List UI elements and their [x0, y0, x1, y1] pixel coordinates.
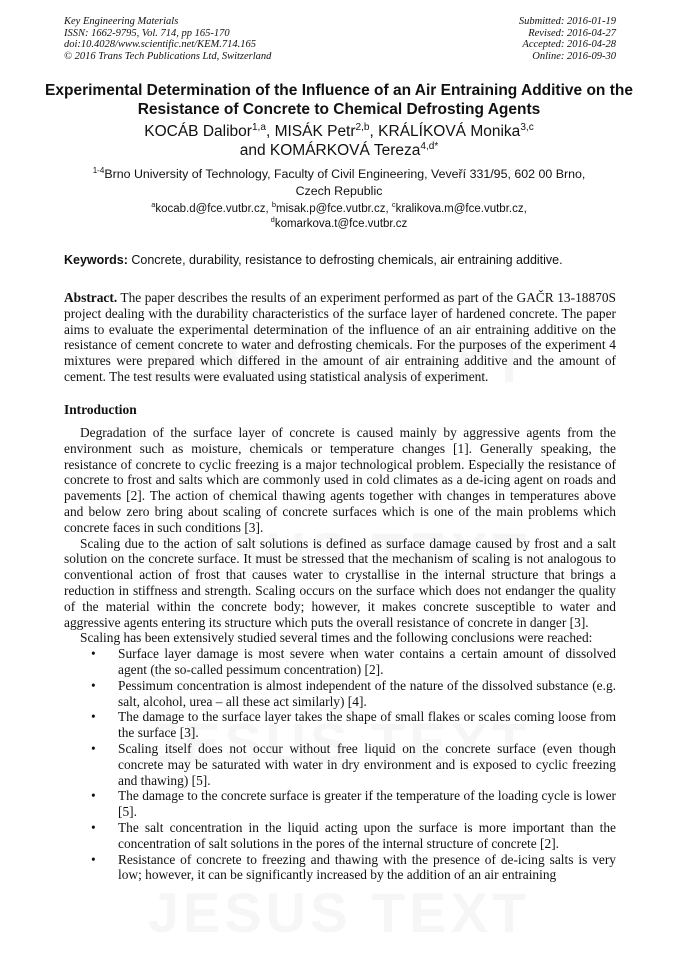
- email-sup: d: [270, 215, 275, 225]
- abstract-text: The paper describes the results of an experiment performed as part of the GAČR 13-18870S project dealing with the durability characteristics of the surface layer of hardened concrete. The paper aims to evaluate the experimental determination of the influence of an air entraining additive on the resistance of cement concrete to water and defrosting chemicals. For the purposes of the experiment 4 mixtures were prepared which differed in the amount of air entraining additive and the amount of cement. The test results were evaluated using statistical analysis of experiment.: [64, 290, 616, 384]
- online-date: Online: 2016-09-30: [532, 50, 616, 62]
- copyright: © 2016 Trans Tech Publications Ltd, Switzerland: [64, 50, 272, 62]
- list-item-text: The salt concentration in the liquid acting upon the surface is more important than the concentration of salt solutions in the pores of the internal structure of concrete [2].: [118, 819, 616, 851]
- email-sup: a: [151, 200, 156, 210]
- author-sup: 1,a: [251, 121, 266, 133]
- journal-issn: ISSN: 1662-9795, Vol. 714, pp 165-170: [64, 27, 230, 39]
- email-sup: b: [271, 200, 277, 210]
- list-item-text: Resistance of concrete to freezing and thawing with the presence of de-icing salts is very low; however, it can be significantly increased by the addition of an air entraining: [118, 851, 616, 883]
- journal-doi[interactable]: doi:10.4028/www.scientific.net/KEM.714.165: [64, 39, 256, 50]
- email[interactable]: kralikova.m@fce.vutbr.cz,: [395, 203, 527, 215]
- affiliation: [80, 166, 598, 200]
- list-item: [64, 820, 616, 852]
- paper-title: Experimental Determination of the Influence of an Air Entraining Additive on the Resistance of Concrete to Chemical Defrosting Agents: [45, 82, 633, 118]
- email-list: [80, 202, 598, 232]
- bullet-icon: •: [91, 740, 96, 756]
- journal-header: [64, 16, 271, 62]
- bullet-icon: •: [91, 788, 96, 804]
- list-item: [64, 709, 616, 741]
- email[interactable]: kocab.d@fce.vutbr.cz,: [155, 203, 272, 215]
- submitted-date: Submitted: 2016-01-19: [518, 16, 616, 27]
- author-sup: 2,b: [355, 121, 370, 133]
- keywords-text: Concrete, durability, resistance to defrosting chemicals, air entraining additive.: [127, 253, 563, 267]
- list-item: [64, 646, 616, 678]
- list-item-text: The damage to the surface layer takes the shape of small flakes or scales coming loose from the surface [3].: [118, 709, 616, 741]
- keywords: [64, 252, 616, 268]
- bullet-icon: •: [91, 677, 96, 693]
- paragraph: Degradation of the surface layer of concrete is caused mainly by aggressive agents from the environment such as moisture, chemicals or temperature changes [1]. Generally speaking, the resistance of concrete to cyclic freezing is a major technological problem. Especially the resistance of concrete to frost and salts which are commonly used in cold climates as a de-icing agent on roads and pavements [2]. The action of chemical thawing agents together with changes in temperatures above and below zero bring about scaling of concrete surfaces which is one of the main problems which concrete faces in such conditions [3].: [64, 425, 616, 535]
- watermark: [0, 880, 678, 945]
- author-name: KRÁLÍKOVÁ Monika: [378, 123, 521, 140]
- list-item-text: Pessimum concentration is almost independent of the nature of the dissolved substance (e.g. salt, alcohol, urea – all these act similarly) [4].: [118, 677, 616, 709]
- author-sup: 4,d*: [420, 140, 439, 152]
- author-name: MISÁK Petr: [274, 123, 356, 140]
- accepted-date: Accepted: 2016-04-28: [522, 39, 616, 50]
- dates-header: [519, 16, 616, 62]
- email[interactable]: komarkova.t@fce.vutbr.cz: [274, 218, 408, 230]
- list-item-text: Surface layer damage is most severe when water contains a certain amount of dissolved agent (the so-called pessimum concentration) [2].: [118, 646, 616, 677]
- list-item: [64, 788, 616, 820]
- list-item-text: The damage to the concrete surface is greater if the temperature of the loading cycle is lower [5].: [118, 788, 616, 820]
- author-name: KOCÁB Dalibor: [144, 123, 252, 140]
- list-item: [64, 678, 616, 710]
- list-item-text: Scaling itself does not occur without free liquid on the concrete surface (even though concrete may be saturated with water in dry environment and is exposed to cyclic freezing and thawing) [5].: [118, 740, 616, 788]
- author-sep: ,: [369, 123, 379, 140]
- email[interactable]: misak.p@fce.vutbr.cz,: [276, 203, 392, 215]
- list-item: [64, 741, 616, 788]
- email-sup: c: [391, 200, 396, 210]
- keywords-label: Keywords:: [64, 253, 128, 267]
- author-list: [40, 122, 638, 160]
- introduction-body: [64, 425, 616, 883]
- paragraph: Scaling due to the action of salt solutions is defined as surface damage caused by frost and a salt solution on the concrete surface. It must be stressed that the mechanism of scaling is not analogous to conventional action of frost that causes water to crystallise in the internal structure that brings a reduction in stiffness and strength. Scaling occurs on the surface which does not endanger the quality of the material within the concrete body; however, it makes concrete susceptible to water and aggressive agents entering its structure which puts the overall resistance of concrete in danger [3].: [64, 535, 616, 630]
- journal-name: Key Engineering Materials: [64, 16, 179, 27]
- section-heading: Introduction: [64, 402, 137, 417]
- revised-date: Revised: 2016-04-27: [528, 27, 616, 39]
- affiliation-text: Brno University of Technology, Faculty of Civil Engineering, Veveří 331/95, 602 00 Brno, Czech Republic: [104, 167, 586, 198]
- author-sep: ,: [265, 123, 275, 140]
- bullet-icon: •: [91, 851, 96, 867]
- list-item: [64, 852, 616, 884]
- author-sup: 3,c: [520, 121, 534, 133]
- bullet-icon: •: [91, 819, 96, 835]
- author-and: and: [239, 142, 270, 159]
- conclusion-list: [64, 646, 616, 883]
- bullet-icon: •: [91, 709, 96, 725]
- author-name: KOMÁRKOVÁ Tereza: [269, 142, 421, 159]
- abstract: [64, 290, 616, 385]
- paragraph: Scaling has been extensively studied several times and the following conclusions were reached:: [80, 630, 593, 646]
- abstract-label: Abstract.: [64, 290, 118, 305]
- affiliation-sup: 1-4: [92, 165, 105, 175]
- bullet-icon: •: [91, 646, 96, 662]
